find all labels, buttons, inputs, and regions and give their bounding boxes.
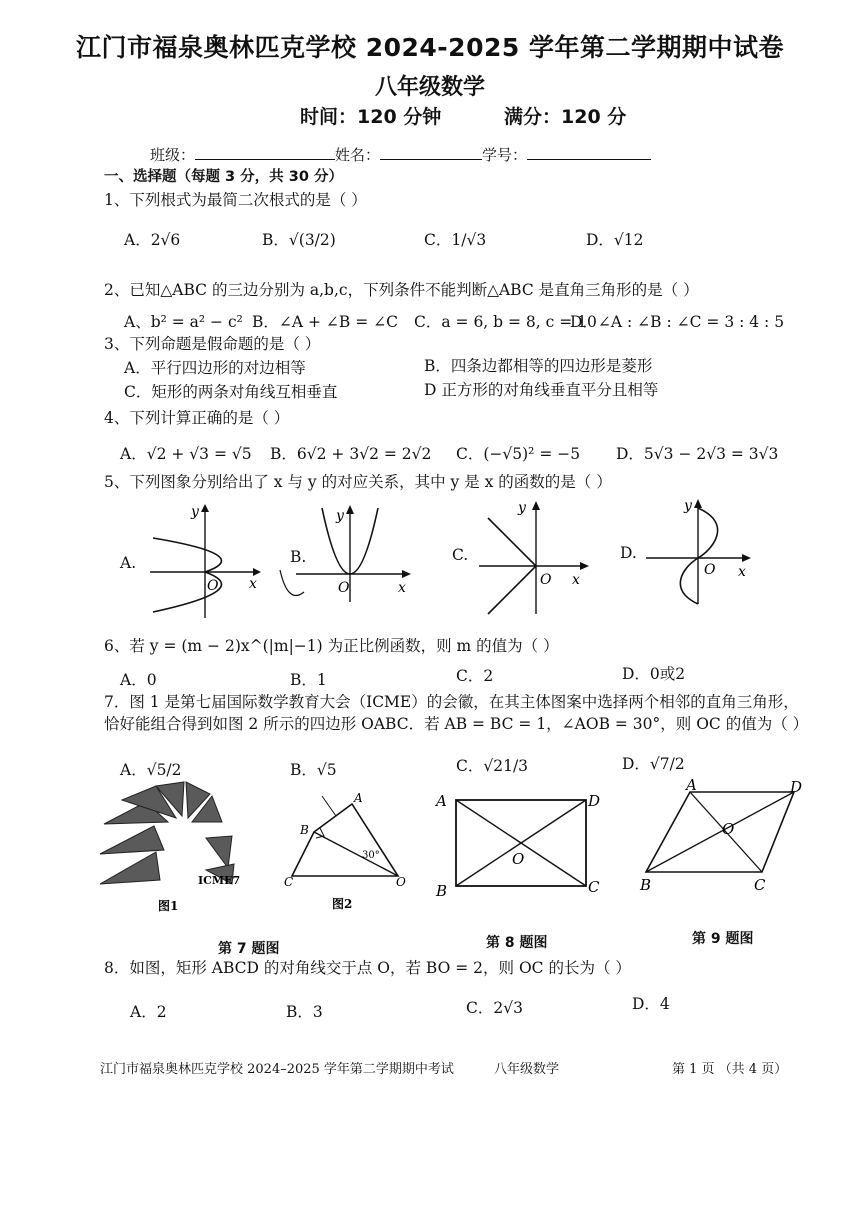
question-6-stem: 6、若 y = (m − 2)x^(|m|−1) 为正比例函数，则 m 的值为（ ） xyxy=(104,637,559,655)
q1-option-d: D．√12 xyxy=(586,231,644,249)
point-c-label: C xyxy=(588,878,600,896)
footer-page: 第 1 页 （共 4 页） xyxy=(672,1062,788,1077)
origin-label: O xyxy=(207,578,219,594)
figure-9-caption: 第 9 题图 xyxy=(692,931,754,947)
figure-2-label: 图2 xyxy=(332,897,353,911)
student-id-label: 学号： xyxy=(482,146,528,164)
class-label: 班级： xyxy=(150,146,196,164)
q3-option-d: D 正方形的对角线垂直平分且相等 xyxy=(424,381,659,399)
question-8-stem: 8．如图，矩形 ABCD 的对角线交于点 O，若 BO = 2，则 OC 的长为（ ） xyxy=(104,959,631,977)
q5-graph-d xyxy=(642,494,762,608)
point-o-label: O xyxy=(722,820,735,838)
q5-option-d: D. xyxy=(620,544,637,562)
class-field[interactable] xyxy=(195,145,335,160)
axis-x-label: x xyxy=(572,572,580,588)
figure-8-caption: 第 8 题图 xyxy=(486,935,548,951)
axis-y-label: y xyxy=(518,500,526,516)
q5-graph-b xyxy=(278,500,418,605)
q2-option-c: C．a = 6, b = 8, c = 10 xyxy=(414,313,597,331)
student-info-row xyxy=(150,144,651,165)
exam-time: 时间：120 分钟 xyxy=(300,106,442,128)
origin-label: O xyxy=(338,580,350,596)
q2-option-a: A、b² = a² − c² xyxy=(124,313,243,331)
section-heading: 一、选择题（每题 3 分，共 30 分） xyxy=(104,169,343,185)
q4-option-a: A．√2 + √3 = √5 xyxy=(120,445,252,463)
axis-y-label: y xyxy=(684,498,692,514)
figure-8-rectangle xyxy=(432,788,612,904)
question-7-stem: 7．图 1 是第七届国际数学教育大会（ICME）的会徽，在其主体图案中选择两个相邻的直角三角形， xyxy=(104,693,799,711)
point-b-label: B xyxy=(640,876,652,894)
origin-label: O xyxy=(704,562,716,578)
axis-x-label: x xyxy=(738,564,746,580)
point-o-label: O xyxy=(396,875,406,889)
q8-option-b: B．3 xyxy=(286,1003,323,1021)
axis-x-label: x xyxy=(249,576,257,592)
q7-option-c: C．√21/3 xyxy=(456,757,529,775)
q3-option-b: B．四条边都相等的四边形是菱形 xyxy=(424,357,653,375)
footer-school: 江门市福泉奥林匹克学校 2024–2025 学年第二学期期中考试 xyxy=(100,1062,454,1077)
question-2-stem: 2、已知△ABC 的三边分别为 a,b,c，下列条件不能判断△ABC 是直角三角形的是（ ） xyxy=(104,281,699,299)
point-a-label: A xyxy=(354,791,363,805)
figure-1-label: 图1 xyxy=(158,899,179,913)
question-1-stem: 1、下列根式为最简二次根式的是（ ） xyxy=(104,191,367,209)
q3-option-c: C．矩形的两条对角线互相垂直 xyxy=(124,383,338,401)
q7-option-b: B．√5 xyxy=(290,761,337,779)
icme7-logo-text: ICME7 xyxy=(198,874,241,887)
name-field[interactable] xyxy=(380,145,482,160)
q1-option-b: B．√(3/2) xyxy=(262,231,336,249)
figure-1-icme-logo xyxy=(94,778,244,916)
student-id-field[interactable] xyxy=(527,145,651,160)
point-d-label: D xyxy=(790,778,803,796)
question-7-stem-2: 恰好能组合得到如图 2 所示的四边形 OABC．若 AB = BC = 1，∠AOB = 30°，则 OC 的值为（ ） xyxy=(104,715,809,733)
point-d-label: D xyxy=(588,792,601,810)
q7-option-a: A．√5/2 xyxy=(120,761,182,779)
q5-option-a: A. xyxy=(120,554,137,572)
axis-x-label: x xyxy=(398,580,406,596)
q1-option-c: C．1/√3 xyxy=(424,231,487,249)
q6-option-c: C．2 xyxy=(456,667,494,685)
q6-option-b: B．1 xyxy=(290,671,327,689)
point-b-label: B xyxy=(436,882,448,900)
figure-7-caption: 第 7 题图 xyxy=(218,941,280,957)
question-4-stem: 4、下列计算正确的是（ ） xyxy=(104,409,290,427)
angle-label: 30° xyxy=(362,850,380,861)
q8-option-c: C．2√3 xyxy=(466,999,523,1017)
point-c-label: C xyxy=(284,875,294,889)
axis-y-label: y xyxy=(336,508,344,524)
axis-y-label: y xyxy=(191,504,199,520)
exam-subject: 八年级数学 xyxy=(374,75,485,100)
point-a-label: A xyxy=(436,792,447,810)
q4-option-b: B．6√2 + 3√2 = 2√2 xyxy=(270,445,432,463)
exam-score: 满分：120 分 xyxy=(504,106,627,128)
point-b-label: B xyxy=(300,823,309,837)
q8-option-d: D．4 xyxy=(632,995,670,1013)
q5-graph-c xyxy=(474,496,594,616)
q3-option-a: A．平行四边形的对边相等 xyxy=(124,359,306,377)
q4-option-c: C．(−√5)² = −5 xyxy=(456,445,581,463)
q8-option-a: A．2 xyxy=(130,1003,167,1021)
q7-option-d: D．√7/2 xyxy=(622,755,685,773)
point-o-label: O xyxy=(512,850,525,868)
point-c-label: C xyxy=(754,876,766,894)
q4-option-d: D．5√3 − 2√3 = 3√3 xyxy=(616,445,779,463)
q5-option-c: C. xyxy=(452,546,469,564)
figure-9-parallelogram xyxy=(636,778,812,894)
q5-option-b: B. xyxy=(290,548,307,566)
q5-graph-a xyxy=(145,500,265,620)
question-5-stem: 5、下列图象分别给出了 x 与 y 的对应关系，其中 y 是 x 的函数的是（ ） xyxy=(104,473,612,491)
q2-option-d: D．∠A : ∠B : ∠C = 3 : 4 : 5 xyxy=(570,313,785,331)
footer-subject: 八年级数学 xyxy=(494,1062,560,1077)
q6-option-d: D．0或2 xyxy=(622,665,686,683)
name-label: 姓名： xyxy=(335,146,381,164)
exam-title: 江门市福泉奥林匹克学校 2024-2025 学年第二学期期中试卷 xyxy=(76,33,784,62)
figure-2-quadrilateral xyxy=(280,790,410,918)
q6-option-a: A．0 xyxy=(120,671,157,689)
origin-label: O xyxy=(540,572,552,588)
q1-option-a: A．2√6 xyxy=(124,231,181,249)
question-3-stem: 3、下列命题是假命题的是（ ） xyxy=(104,335,321,353)
q2-option-b: B．∠A + ∠B = ∠C xyxy=(252,313,398,331)
point-a-label: A xyxy=(686,778,697,794)
